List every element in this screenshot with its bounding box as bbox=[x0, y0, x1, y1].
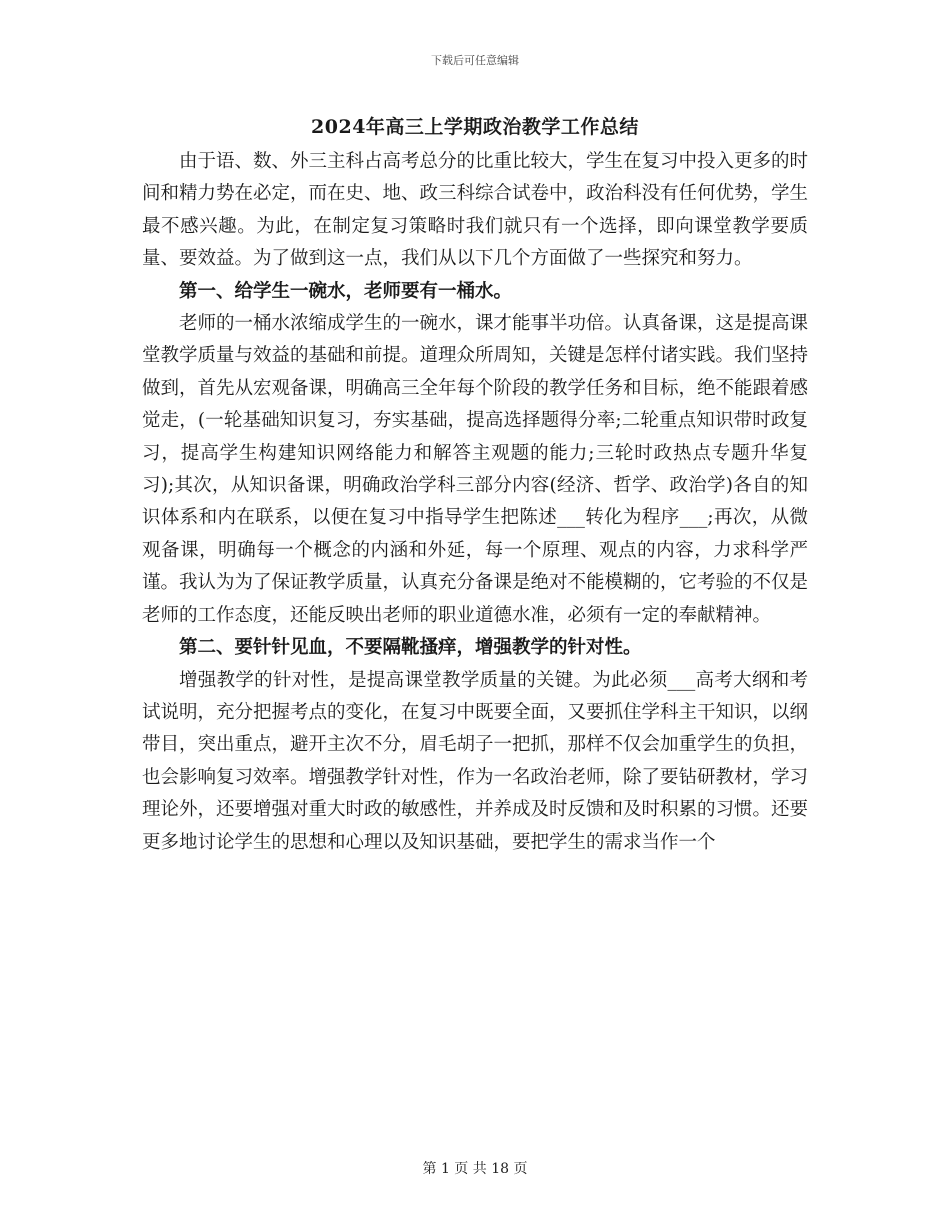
page-number-footer: 第 1 页 共 18 页 bbox=[422, 1161, 528, 1177]
section-heading-2: 第二、要针针见血，不要隔靴搔痒，增强教学的针对性。 bbox=[179, 637, 642, 659]
section-paragraph-2: 增强教学的针对性，是提高课堂教学质量的关键。为此必须___高考大纲和考试说明，充分把握考点的变化，在复习中既要全面，又要抓住学科主干知识，以纲带目，突出重点，避开主次不分，眉毛胡子一把抓，那样不仅会加重学生的负担，也会影响复习效率。增强教学针对性，作为一名政治老师，除了要钻研教材，学习理论外，还要增强对重大时政的敏感性，并养成及时反馈和及时积累的习惯。还要更多地讨论学生的思想和心理以及知识基础，要把学生的需求当作一个 bbox=[142, 669, 809, 853]
page-header-note: 下载后可任意编辑 bbox=[431, 54, 519, 67]
section-heading-1: 第一、给学生一碗水，老师要有一桶水。 bbox=[179, 280, 513, 302]
document-title: 2024年高三上学期政治教学工作总结 bbox=[311, 116, 639, 138]
intro-paragraph: 由于语、数、外三主科占高考总分的比重比较大，学生在复习中投入更多的时间和精力势在必定，而在史、地、政三科综合试卷中，政治科没有任何优势，学生最不感兴趣。为此，在制定复习策略时我们就只有一个选择，即向课堂教学要质量、要效益。为了做到这一点，我们从以下几个方面做了一些探究和努力。 bbox=[142, 151, 809, 270]
document-body bbox=[142, 146, 808, 859]
section-paragraph-1: 老师的一桶水浓缩成学生的一碗水，课才能事半功倍。认真备课，这是提高课堂教学质量与效益的基础和前提。道理众所周知，关键是怎样付诸实践。我们坚持做到，首先从宏观备课，明确高三全年每个阶段的教学任务和目标，绝不能跟着感觉走，(一轮基础知识复习，夯实基础，提高选择题得分率;二轮重点知识带时政复习，提高学生构建知识网络能力和解答主观题的能力;三轮时政热点专题升华复习);其次，从知识备课，明确政治学科三部分内容(经济、哲学、政治学)各自的知识体系和内在联系，以便在复习中指导学生把陈述___转化为程序___;再次，从微观备课，明确每一个概念的内涵和外延，每一个原理、观点的内容，力求科学严谨。我认为为了保证教学质量，认真充分备课是绝对不能模糊的，它考验的不仅是老师的工作态度，还能反映出老师的职业道德水准，必须有一定的奉献精神。 bbox=[142, 313, 809, 626]
